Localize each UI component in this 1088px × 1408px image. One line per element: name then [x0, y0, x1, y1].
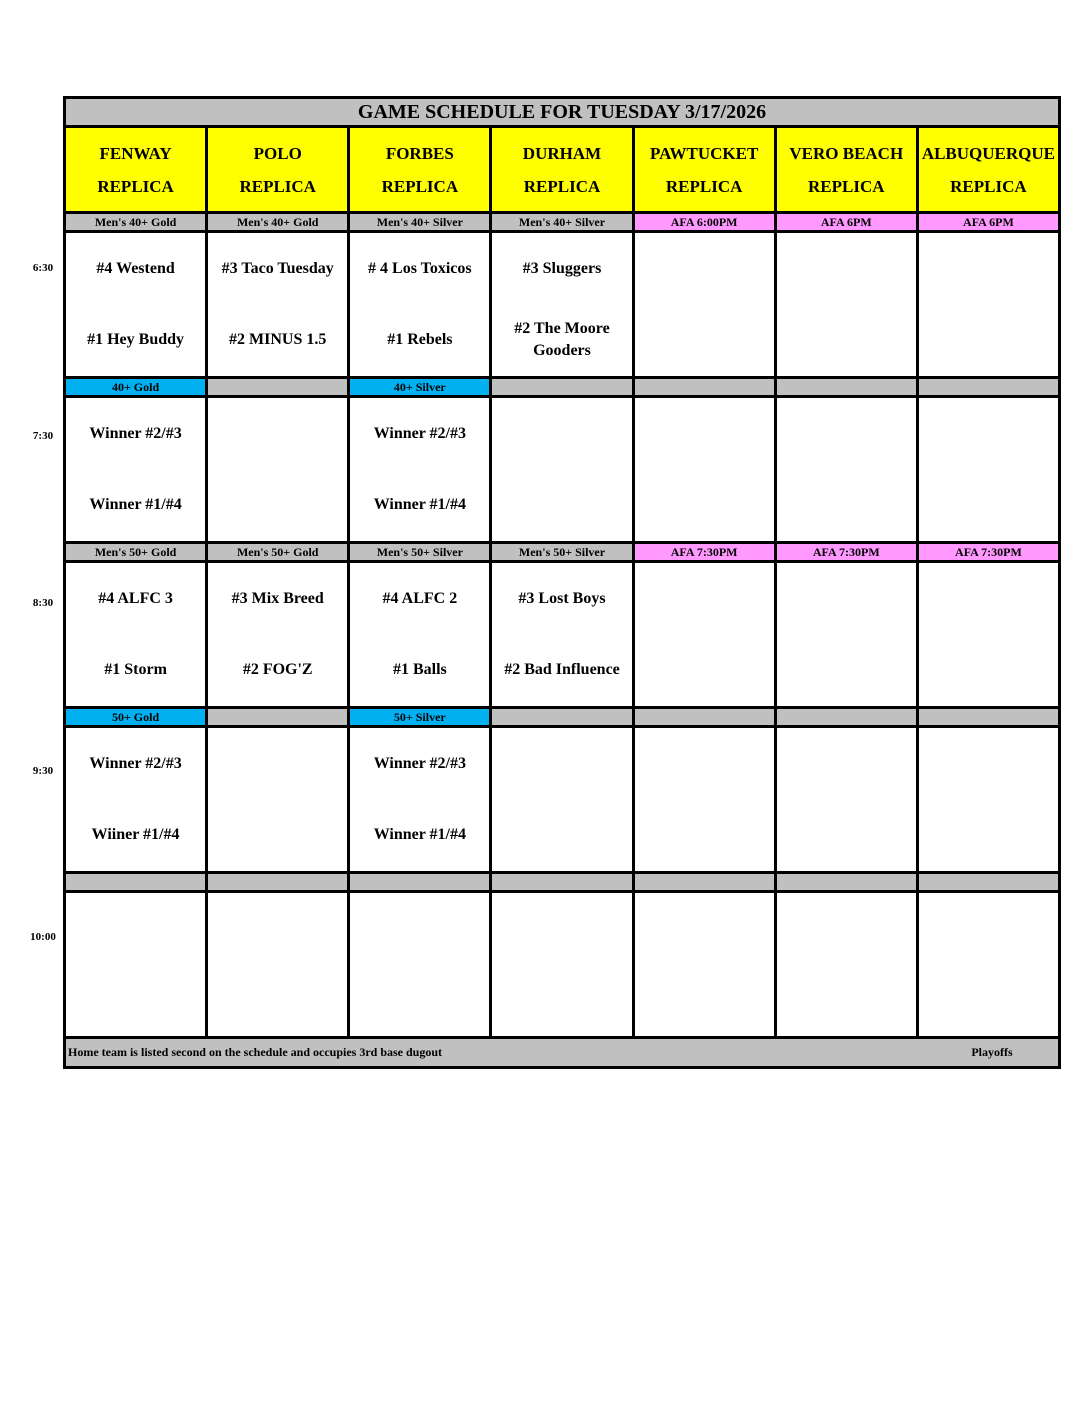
game-cell — [350, 398, 492, 541]
game-cell — [919, 563, 1058, 706]
division-label: Men's 50+ Silver — [350, 544, 492, 560]
away-team — [700, 398, 708, 470]
division-label: AFA 6PM — [919, 214, 1058, 230]
away-team — [842, 728, 850, 800]
home-team: Winner #1/#4 — [373, 496, 466, 513]
division-label — [919, 379, 1058, 395]
game-cell — [635, 893, 777, 1036]
division-row — [66, 214, 1058, 233]
game-cell — [208, 893, 350, 1036]
game-cell — [777, 728, 919, 871]
game-cell — [208, 728, 350, 871]
footer-tag: Playoffs — [971, 1045, 1013, 1059]
division-label — [492, 709, 634, 725]
division-label: Men's 50+ Gold — [66, 544, 208, 560]
division-label: AFA 7:30PM — [777, 544, 919, 560]
away-team: #3 Taco Tuesday — [221, 260, 334, 277]
division-label: Men's 50+ Silver — [492, 544, 634, 560]
home-team: #2 MINUS 1.5 — [229, 331, 327, 348]
time-slot-row — [66, 893, 1058, 1039]
field-header-fenway — [66, 128, 208, 211]
field-sub: REPLICA — [523, 176, 601, 196]
home-team — [270, 800, 286, 870]
division-label — [919, 709, 1058, 725]
away-team — [274, 398, 282, 470]
field-sub: REPLICA — [808, 176, 885, 196]
division-label — [919, 874, 1058, 890]
division-row — [66, 709, 1058, 728]
away-team — [700, 233, 708, 305]
division-label — [635, 874, 777, 890]
division-label — [492, 874, 634, 890]
home-team — [696, 800, 712, 870]
division-label: Men's 40+ Gold — [66, 214, 208, 230]
away-team: # 4 Los Toxicos — [368, 260, 472, 277]
game-cell — [208, 563, 350, 706]
division-label: AFA 6:00PM — [635, 214, 777, 230]
division-label: 40+ Gold — [66, 379, 208, 395]
division-label: 50+ Silver — [350, 709, 492, 725]
field-sub: REPLICA — [97, 176, 174, 196]
division-label: AFA 6PM — [777, 214, 919, 230]
field-name: FORBES — [385, 143, 454, 163]
home-team: Winner #1/#4 — [373, 826, 466, 843]
footer-row — [66, 1039, 1058, 1066]
game-cell — [777, 563, 919, 706]
game-cell — [777, 233, 919, 376]
home-team — [270, 965, 286, 1035]
away-team: Winner #2/#3 — [89, 425, 182, 442]
division-label: 50+ Gold — [66, 709, 208, 725]
title-row — [66, 99, 1058, 128]
home-team — [980, 305, 996, 375]
away-team: Winner #2/#3 — [373, 755, 466, 772]
home-team — [980, 800, 996, 870]
time-slot-row — [66, 398, 1058, 544]
division-label — [777, 709, 919, 725]
schedule-body — [66, 214, 1058, 1039]
time-slot-row — [66, 563, 1058, 709]
game-cell — [492, 893, 634, 1036]
home-team: Wiiner #1/#4 — [91, 826, 180, 843]
home-team — [696, 635, 712, 705]
game-cell — [350, 233, 492, 376]
division-label — [777, 379, 919, 395]
division-label — [635, 709, 777, 725]
home-team — [980, 635, 996, 705]
home-team: #1 Storm — [104, 661, 167, 678]
game-cell — [492, 728, 634, 871]
home-team — [696, 305, 712, 375]
field-header-forbes — [350, 128, 492, 211]
division-label — [208, 379, 350, 395]
away-team — [274, 893, 282, 965]
field-header-durham — [492, 128, 634, 211]
field-name: POLO — [253, 143, 302, 163]
home-team — [554, 965, 570, 1035]
time-label: 10:00 — [30, 931, 56, 943]
division-label — [350, 874, 492, 890]
game-cell — [919, 893, 1058, 1036]
home-team — [838, 470, 854, 540]
home-team: #2 The Moore Gooders — [514, 320, 610, 359]
field-name: VERO BEACH — [789, 143, 904, 163]
division-label: Men's 40+ Silver — [492, 214, 634, 230]
game-cell — [350, 893, 492, 1036]
time-slot-row — [66, 728, 1058, 874]
field-name: DURHAM — [522, 143, 602, 163]
division-label — [208, 874, 350, 890]
home-team: Winner #1/#4 — [89, 496, 182, 513]
game-cell — [492, 398, 634, 541]
game-cell — [66, 893, 208, 1036]
time-slot-row — [66, 233, 1058, 379]
division-label: Men's 40+ Silver — [350, 214, 492, 230]
field-sub: REPLICA — [950, 176, 1027, 196]
time-label: 8:30 — [32, 597, 54, 609]
game-cell — [492, 233, 634, 376]
game-cell — [635, 233, 777, 376]
schedule-title: GAME SCHEDULE FOR TUESDAY 3/17/2026 — [357, 100, 767, 123]
home-team: #1 Balls — [392, 661, 447, 678]
home-team: #2 Bad Influence — [504, 661, 620, 678]
home-team — [838, 965, 854, 1035]
field-sub: REPLICA — [381, 176, 459, 196]
division-label: AFA 7:30PM — [635, 544, 777, 560]
away-team — [558, 893, 566, 965]
away-team — [558, 728, 566, 800]
game-cell — [208, 398, 350, 541]
division-label: AFA 7:30PM — [919, 544, 1058, 560]
home-team: #1 Rebels — [387, 331, 453, 348]
time-label: 6:30 — [32, 262, 54, 274]
game-cell — [777, 893, 919, 1036]
field-header-vero-beach — [777, 128, 919, 211]
away-team — [700, 563, 708, 635]
division-label — [777, 874, 919, 890]
game-cell — [350, 563, 492, 706]
field-name: FENWAY — [99, 143, 172, 163]
time-label: 7:30 — [32, 430, 54, 442]
away-team — [274, 728, 282, 800]
game-cell — [635, 563, 777, 706]
footer-note: Home team is listed second on the schedule and occupies 3rd base dugout — [68, 1045, 443, 1059]
away-team — [700, 893, 708, 965]
home-team — [554, 470, 570, 540]
game-cell — [919, 728, 1058, 871]
game-cell — [635, 728, 777, 871]
field-header-polo — [208, 128, 350, 211]
away-team: #4 ALFC 3 — [98, 590, 173, 607]
away-team — [842, 563, 850, 635]
home-team: #2 FOG'Z — [242, 661, 313, 678]
game-cell — [492, 563, 634, 706]
home-team — [838, 635, 854, 705]
division-label: Men's 50+ Gold — [208, 544, 350, 560]
game-cell — [66, 398, 208, 541]
field-header-pawtucket — [635, 128, 777, 211]
away-team — [984, 398, 992, 470]
home-team — [980, 470, 996, 540]
home-team — [980, 965, 996, 1035]
game-cell — [350, 728, 492, 871]
away-team — [842, 893, 850, 965]
home-team: #1 Hey Buddy — [87, 331, 185, 348]
away-team — [984, 728, 992, 800]
away-team: Winner #2/#3 — [373, 425, 466, 442]
division-row — [66, 544, 1058, 563]
game-cell — [66, 728, 208, 871]
away-team: #4 ALFC 2 — [382, 590, 458, 607]
away-team — [700, 728, 708, 800]
away-team — [984, 563, 992, 635]
division-row — [66, 874, 1058, 893]
division-label — [208, 709, 350, 725]
schedule-table — [63, 96, 1061, 1069]
division-row — [66, 379, 1058, 398]
home-team — [128, 965, 144, 1035]
field-name: PAWTUCKET — [649, 143, 759, 163]
away-team — [984, 233, 992, 305]
division-label — [66, 874, 208, 890]
home-team — [838, 800, 854, 870]
game-cell — [208, 233, 350, 376]
game-cell — [635, 398, 777, 541]
field-name: ALBUQUERQUE — [921, 143, 1055, 163]
home-team — [838, 305, 854, 375]
division-label: 40+ Silver — [350, 379, 492, 395]
game-cell — [66, 233, 208, 376]
time-label: 9:30 — [32, 765, 54, 777]
away-team — [558, 398, 566, 470]
field-sub: REPLICA — [239, 176, 316, 196]
home-team — [554, 800, 570, 870]
away-team — [416, 893, 424, 965]
game-cell — [919, 233, 1058, 376]
division-label: Men's 40+ Gold — [208, 214, 350, 230]
home-team — [412, 965, 428, 1035]
home-team — [696, 470, 712, 540]
game-cell — [919, 398, 1058, 541]
away-team: Winner #2/#3 — [89, 755, 182, 772]
division-label — [635, 379, 777, 395]
away-team — [842, 233, 850, 305]
away-team — [842, 398, 850, 470]
field-header-row — [66, 128, 1058, 214]
away-team: #4 Westend — [96, 260, 175, 277]
game-cell — [777, 398, 919, 541]
away-team: #3 Lost Boys — [518, 590, 606, 607]
division-label — [492, 379, 634, 395]
home-team — [696, 965, 712, 1035]
field-header-albuquerque — [919, 128, 1058, 211]
home-team — [270, 470, 286, 540]
field-sub: REPLICA — [665, 176, 743, 196]
away-team — [984, 893, 992, 965]
game-cell — [66, 563, 208, 706]
away-team: #3 Sluggers — [522, 260, 602, 277]
away-team: #3 Mix Breed — [231, 590, 324, 607]
away-team — [132, 893, 140, 965]
